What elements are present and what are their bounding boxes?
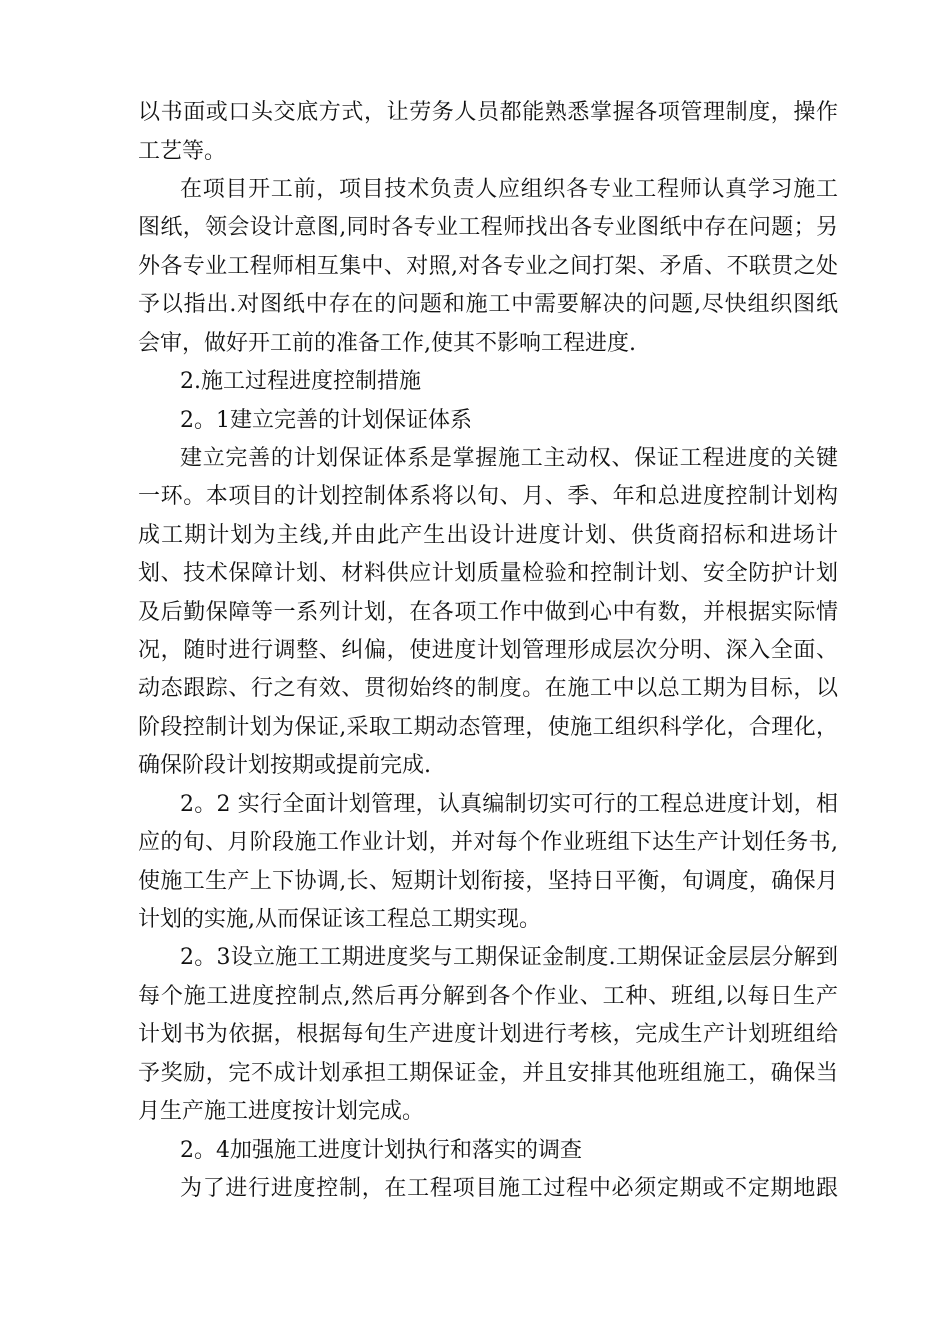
text-line: 应的旬、月阶段施工作业计划，并对每个作业班组下达生产计划任务书, (138, 830, 838, 855)
text-line: 建立完善的计划保证体系是掌握施工主动权、保证工程进度的关键 (180, 446, 838, 471)
text-line: 阶段控制计划为保证,采取工期动态管理，使施工组织科学化，合理化， (138, 715, 838, 740)
text-line: 予奖励，完不成计划承担工期保证金，并且安排其他班组施工，确保当 (138, 1061, 838, 1086)
text-line: 外各专业工程师相互集中、对照,对各专业之间打架、矛盾、不联贯之处 (138, 254, 838, 279)
text-line: 划、技术保障计划、材料供应计划质量检验和控制计划、安全防护计划 (138, 561, 838, 586)
text-line: 一环。本项目的计划控制体系将以旬、月、季、年和总进度控制计划构 (138, 484, 838, 509)
text-line: 计划的实施,从而保证该工程总工期实现。 (138, 907, 541, 932)
text-line: 月生产施工进度按计划完成。 (138, 1099, 425, 1124)
section-heading: 2。1建立完善的计划保证体系 (180, 408, 472, 433)
text-line: 及后勤保障等一系列计划，在各项工作中做到心中有数，并根据实际情 (138, 600, 838, 625)
text-line: 会审，做好开工前的准备工作,使其不影响工程进度. (138, 331, 636, 356)
text-line: 动态跟踪、行之有效、贯彻始终的制度。在施工中以总工期为目标，以 (138, 676, 838, 701)
section-heading: 2。4加强施工进度计划执行和落实的调查 (180, 1138, 582, 1163)
text-line: 为了进行进度控制，在工程项目施工过程中必须定期或不定期地跟 (180, 1176, 838, 1201)
section-heading: 2.施工过程进度控制措施 (180, 369, 421, 394)
text-line: 计划书为依据，根据每旬生产进度计划进行考核，完成生产计划班组给 (138, 1022, 838, 1047)
text-line: 予以指出.对图纸中存在的问题和施工中需要解决的问题,尽快组织图纸 (138, 292, 838, 317)
text-line: 以书面或口头交底方式，让劳务人员都能熟悉掌握各项管理制度，操作 (138, 100, 838, 125)
text-line: 图纸，领会设计意图,同时各专业工程师找出各专业图纸中存在问题；另 (138, 215, 838, 240)
text-line: 每个施工进度控制点,然后再分解到各个作业、工种、班组,以每日生产 (138, 984, 838, 1009)
text-line: 确保阶段计划按期或提前完成. (138, 753, 431, 778)
text-line: 工艺等。 (138, 139, 227, 164)
text-line: 在项目开工前，项目技术负责人应组织各专业工程师认真学习施工 (180, 177, 838, 202)
text-line: 成工期计划为主线,并由此产生出设计进度计划、供货商招标和进场计 (138, 523, 838, 548)
text-line: 2。2 实行全面计划管理，认真编制切实可行的工程总进度计划，相 (180, 792, 838, 817)
text-line: 况，随时进行调整、纠偏，使进度计划管理形成层次分明、深入全面、 (138, 638, 838, 663)
text-line: 使施工生产上下协调,长、短期计划衔接，坚持日平衡，旬调度，确保月 (138, 869, 838, 894)
text-line: 2。3设立施工工期进度奖与工期保证金制度.工期保证金层层分解到 (180, 945, 838, 970)
